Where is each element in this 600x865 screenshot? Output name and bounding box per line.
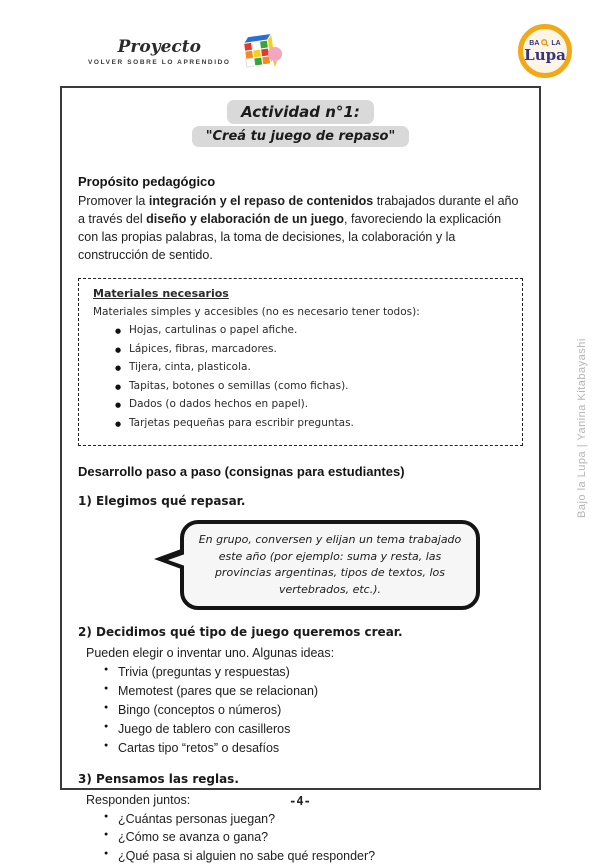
lupa-logo-text-right: LA [551, 39, 561, 47]
purpose-seg-1: integración y el repaso de contenidos [148, 194, 374, 209]
list-item: ● ¿Qué pasa si alguien no sabe qué responder? [104, 848, 523, 865]
rubiks-cube-icon [237, 28, 285, 76]
purpose-seg-0: Promover la [78, 194, 149, 209]
activity-title-line2: "Creá tu juego de repaso" [192, 126, 410, 147]
step-2-title: 2) Decidimos qué tipo de juego queremos crear. [78, 625, 403, 640]
author-credit: Bajo la Lupa | Yanina Kitabayashi [576, 338, 588, 518]
list-item: ● Tijera, cinta, plasticola. [115, 361, 508, 373]
project-logo-subtitle: VOLVER SOBRE LO APRENDIDO [88, 58, 231, 66]
materials-box [78, 278, 523, 446]
step-2-list [104, 664, 523, 756]
list-item: ● Lápices, fibras, marcadores. [115, 343, 508, 355]
purpose-paragraph [78, 193, 523, 264]
materials-intro: Materiales simples y accesibles (no es necesario tener todos): [93, 306, 420, 319]
list-item: ● Hojas, cartulinas o papel afiche. [115, 324, 508, 336]
project-logo-title: Proyecto [117, 36, 201, 57]
materials-list [115, 324, 508, 429]
development-heading: Desarrollo paso a paso (consignas para estudiantes) [78, 464, 405, 480]
purpose-seg-3: diseño y elaboración de un juego [146, 212, 345, 227]
brain-blob [268, 47, 282, 61]
list-item: ● ¿Cuántas personas juegan? [104, 811, 523, 828]
activity-title-line1: Actividad n°1: [227, 100, 374, 124]
step-3-intro: Responden juntos: [86, 792, 191, 807]
purpose-seg-2: trabajados durante el año a través del [78, 194, 519, 227]
purpose-heading: Propósito pedagógico [78, 174, 216, 189]
step-2-intro: Pueden elegir o inventar uno. Algunas ideas: [86, 646, 335, 661]
list-item: ● Memotest (pares que se relacionan) [104, 683, 523, 700]
page-number: -4- [289, 794, 311, 808]
step-1-speech-bubble: En grupo, conversen y elijan un tema trabajado este año (por ejemplo: suma y resta, las provincias argentinas, tipos de textos, los vertebrados, etc.). [180, 520, 480, 610]
list-item: ● Trivia (preguntas y respuestas) [104, 664, 523, 681]
step-3-list [104, 811, 523, 865]
materials-heading: Materiales necesarios [93, 287, 229, 301]
activity-title [78, 100, 523, 147]
list-item: ● Tarjetas pequeñas para escribir preguntas. [115, 417, 508, 429]
project-logo [88, 28, 285, 76]
list-item: ● ¿Cómo se avanza o gana? [104, 829, 523, 846]
content-frame [60, 86, 541, 864]
list-item: ● Cartas tipo “retos” o desafíos [104, 740, 523, 757]
baja-la-lupa-logo [518, 24, 572, 78]
lupa-logo-text-left: BA [529, 39, 540, 47]
step-3-title: 3) Pensamos las reglas. [78, 771, 239, 786]
list-item: ● Dados (o dados hechos en papel). [115, 398, 508, 410]
list-item: ● Juego de tablero con casilleros [104, 721, 523, 738]
step-2-body [86, 645, 523, 756]
bulb-tip [273, 61, 277, 67]
list-item: ● Tapitas, botones o semillas (como fichas). [115, 380, 508, 392]
step-1-title: 1) Elegimos qué repasar. [78, 494, 246, 509]
lupa-logo-main-text: Lupa [524, 46, 566, 64]
purpose-section [78, 173, 523, 264]
purpose-seg-4: , favoreciendo la explicación con las propias palabras, la toma de decisiones, la colaboración y la construcción de sentido. [78, 212, 502, 262]
list-item: ● Bingo (conceptos o números) [104, 702, 523, 719]
